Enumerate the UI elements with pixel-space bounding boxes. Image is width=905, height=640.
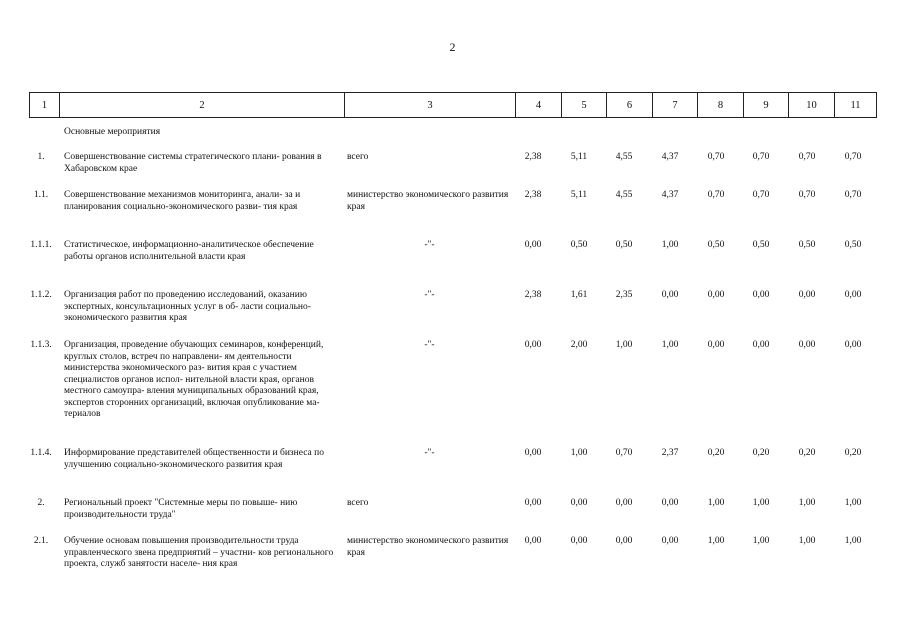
row-number: 1.1.	[33, 190, 49, 200]
value-col-10: 0,20	[798, 448, 816, 458]
value-col-9: 0,00	[752, 340, 770, 350]
value-col-8: 0,00	[707, 290, 725, 300]
value-col-6: 0,50	[615, 240, 633, 250]
value-col-7: 4,37	[661, 190, 679, 200]
row-executor: -"-	[424, 448, 435, 458]
value-col-5: 5,11	[570, 152, 588, 162]
value-col-9: 0,70	[752, 152, 770, 162]
row-number: 2.	[37, 498, 45, 508]
value-col-4: 2,38	[524, 290, 542, 300]
header-col-1: 1	[30, 93, 60, 118]
value-col-5: 2,00	[570, 340, 588, 350]
row-executor: -"-	[424, 290, 435, 300]
value-col-8: 1,00	[707, 498, 725, 508]
value-col-6: 0,00	[615, 536, 633, 546]
value-col-6: 1,00	[615, 340, 633, 350]
value-col-7: 0,00	[661, 498, 679, 508]
value-col-10: 0,00	[798, 340, 816, 350]
header-col-4: 4	[516, 93, 562, 118]
row-executor: -"-	[424, 340, 435, 350]
value-col-9: 0,00	[752, 290, 770, 300]
row-description: Информирование представителей общественности и бизнеса по улучшению социально-экономического развития края	[64, 448, 324, 470]
value-col-7: 2,37	[661, 448, 679, 458]
value-col-4: 0,00	[524, 240, 542, 250]
header-col-2: 2	[60, 93, 345, 118]
value-col-10: 0,70	[798, 190, 816, 200]
row-number: 1.1.2.	[30, 290, 52, 300]
header-col-5: 5	[562, 93, 607, 118]
value-col-11: 0,20	[844, 448, 862, 458]
header-col-8: 8	[698, 93, 744, 118]
header-col-6: 6	[607, 93, 653, 118]
value-col-8: 0,70	[707, 190, 725, 200]
header-col-3: 3	[345, 93, 516, 118]
header-col-11: 11	[835, 93, 877, 118]
value-col-4: 2,38	[524, 152, 542, 162]
row-description: Статистическое, информационно-аналитическое обеспечение работы органов исполнительной власти края	[64, 240, 314, 262]
value-col-8: 0,50	[707, 240, 725, 250]
page-number: 2	[449, 40, 456, 54]
row-executor: всего	[347, 152, 369, 162]
value-col-8: 0,00	[707, 340, 725, 350]
value-col-5: 0,00	[570, 536, 588, 546]
row-executor: министерство экономического развития края	[347, 190, 509, 212]
value-col-10: 0,00	[798, 290, 816, 300]
row-description: Организация, проведение обучающих семинаров, конференций, круглых столов, встреч по направлени- ям деятельности министерства экономического раз- вития края с участием специалистов органов испол- нительной власти края, органов местного самоупра- вления муниципальных образований края, экспертов сторонних организаций, включая опубликование ма- териалов	[64, 340, 324, 419]
value-col-10: 1,00	[798, 498, 816, 508]
row-number: 1.1.3.	[30, 340, 52, 350]
row-description: Обучение основам повышения производительности труда управленческого звена предприятий – участни- ков регионального проекта, служб занятости населе- ния края	[64, 536, 334, 569]
header-col-9: 9	[744, 93, 789, 118]
value-col-11: 0,50	[844, 240, 862, 250]
table-header	[29, 92, 877, 118]
value-col-11: 0,00	[844, 290, 862, 300]
header-col-7: 7	[653, 93, 698, 118]
value-col-9: 1,00	[752, 498, 770, 508]
row-executor: -"-	[424, 240, 435, 250]
value-col-11: 0,70	[844, 152, 862, 162]
value-col-7: 0,00	[661, 536, 679, 546]
value-col-9: 0,20	[752, 448, 770, 458]
value-col-10: 1,00	[798, 536, 816, 546]
row-description: Совершенствование системы стратегического плани- рования в Хабаровском крае	[64, 152, 322, 174]
value-col-6: 0,70	[615, 448, 633, 458]
value-col-8: 0,20	[707, 448, 725, 458]
value-col-10: 0,70	[798, 152, 816, 162]
value-col-10: 0,50	[798, 240, 816, 250]
section-title: Основные мероприятия	[64, 127, 161, 137]
value-col-6: 0,00	[615, 498, 633, 508]
row-number: 2.1.	[33, 536, 49, 546]
row-description: Региональный проект "Системные меры по повыше- нию производительности труда"	[64, 498, 298, 520]
value-col-4: 0,00	[524, 340, 542, 350]
value-col-9: 0,70	[752, 190, 770, 200]
value-col-11: 0,00	[844, 340, 862, 350]
value-col-5: 1,00	[570, 448, 588, 458]
value-col-4: 2,38	[524, 190, 542, 200]
value-col-7: 4,37	[661, 152, 679, 162]
value-col-8: 1,00	[707, 536, 725, 546]
row-description: Совершенствование механизмов мониторинга, анали- за и планирования социально-экономического разви- тия края	[64, 190, 301, 212]
row-description: Организация работ по проведению исследований, оказанию экспертных, консультационных услуг в об- ласти социально-экономического развития края	[64, 290, 311, 323]
value-col-5: 5,11	[570, 190, 588, 200]
value-col-5: 1,61	[570, 290, 588, 300]
value-col-6: 2,35	[615, 290, 633, 300]
value-col-5: 0,00	[570, 498, 588, 508]
header-col-10: 10	[789, 93, 835, 118]
value-col-6: 4,55	[615, 152, 633, 162]
value-col-4: 0,00	[524, 536, 542, 546]
row-executor: министерство экономического развития края	[347, 536, 509, 558]
value-col-6: 4,55	[615, 190, 633, 200]
row-number: 1.1.4.	[30, 448, 52, 458]
value-col-9: 1,00	[752, 536, 770, 546]
value-col-4: 0,00	[524, 498, 542, 508]
value-col-4: 0,00	[524, 448, 542, 458]
value-col-7: 1,00	[661, 340, 679, 350]
row-executor: всего	[347, 498, 369, 508]
value-col-9: 0,50	[752, 240, 770, 250]
value-col-7: 0,00	[661, 290, 679, 300]
value-col-11: 1,00	[844, 498, 862, 508]
value-col-11: 1,00	[844, 536, 862, 546]
value-col-7: 1,00	[661, 240, 679, 250]
row-number: 1.1.1.	[30, 240, 52, 250]
row-number: 1.	[37, 152, 45, 162]
value-col-8: 0,70	[707, 152, 725, 162]
value-col-11: 0,70	[844, 190, 862, 200]
value-col-5: 0,50	[570, 240, 588, 250]
